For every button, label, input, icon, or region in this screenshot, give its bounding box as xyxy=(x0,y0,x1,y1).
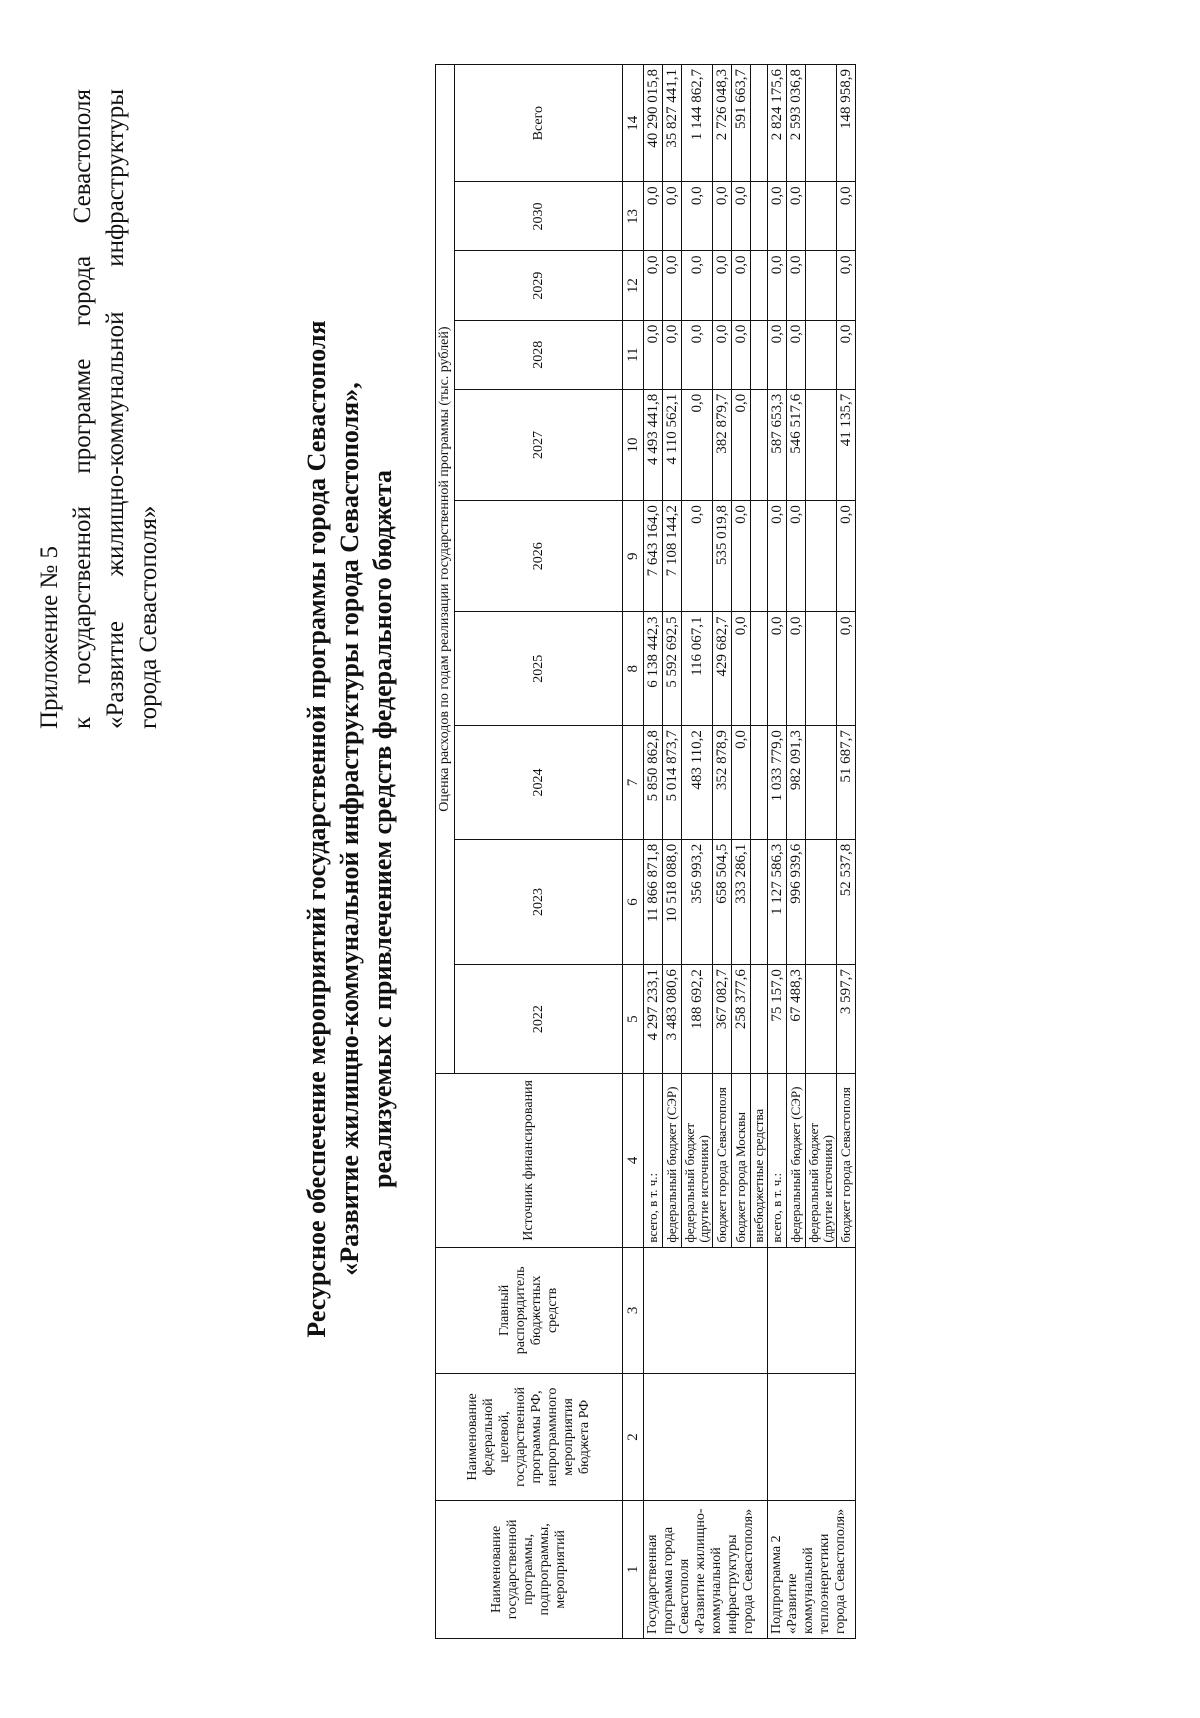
year-value-cell xyxy=(806,389,837,500)
year-value-cell: 116 067,1 xyxy=(682,612,713,726)
year-value-cell: 3 483 080,6 xyxy=(663,965,682,1074)
year-value-cell: 982 091,3 xyxy=(787,726,806,840)
column-number: 5 xyxy=(623,965,644,1074)
year-value-cell: 0,0 xyxy=(732,726,751,840)
total-value-cell: 148 958,9 xyxy=(837,65,856,182)
header-budget-manager: Главный распорядитель бюджетных средств xyxy=(436,1247,623,1374)
year-value-cell xyxy=(751,320,768,389)
year-value-cell: 51 687,7 xyxy=(837,726,856,840)
document-title xyxy=(300,99,399,1559)
year-value-cell xyxy=(751,965,768,1074)
year-value-cell xyxy=(806,965,837,1074)
year-value-cell xyxy=(751,182,768,251)
year-value-cell: 0,0 xyxy=(682,182,713,251)
year-value-cell: 0,0 xyxy=(663,182,682,251)
year-value-cell: 6 138 442,3 xyxy=(644,612,663,726)
year-value-cell xyxy=(751,839,768,964)
column-number: 4 xyxy=(623,1074,644,1247)
year-value-cell: 483 110,2 xyxy=(682,726,713,840)
total-value-cell: 40 290 015,8 xyxy=(644,65,663,182)
year-value-cell xyxy=(751,612,768,726)
header-funding-source: Источник финансирования xyxy=(436,1074,623,1247)
total-value-cell xyxy=(806,65,837,182)
funding-source-cell: федеральный бюджет (СЭР) xyxy=(787,1074,806,1247)
total-value-cell: 2 726 048,3 xyxy=(713,65,732,182)
column-number: 9 xyxy=(623,501,644,612)
year-value-cell: 587 653,3 xyxy=(768,389,787,500)
year-value-cell xyxy=(806,182,837,251)
budget-manager-cell xyxy=(644,1247,768,1374)
year-value-cell xyxy=(806,320,837,389)
year-value-cell: 0,0 xyxy=(787,251,806,320)
year-value-cell xyxy=(806,612,837,726)
year-value-cell: 0,0 xyxy=(663,251,682,320)
year-value-cell: 0,0 xyxy=(713,182,732,251)
year-value-cell xyxy=(751,389,768,500)
year-value-cell: 0,0 xyxy=(732,389,751,500)
year-value-cell: 0,0 xyxy=(768,501,787,612)
year-value-cell: 1 127 586,3 xyxy=(768,839,787,964)
year-value-cell: 0,0 xyxy=(768,182,787,251)
column-number: 6 xyxy=(623,839,644,964)
year-value-cell: 0,0 xyxy=(768,612,787,726)
header-year: 2022 xyxy=(455,965,623,1074)
year-value-cell: 7 643 164,0 xyxy=(644,501,663,612)
program-name-cell: Государственная программа города Севастополя «Развитие жилищно-коммунальной инфраструктуры города Севастополя» xyxy=(644,1500,768,1638)
federal-program-cell xyxy=(768,1374,856,1501)
year-value-cell: 996 939,6 xyxy=(787,839,806,964)
header-program-name: Наименование государственной программы, подпрограммы, мероприятий xyxy=(436,1500,623,1638)
year-value-cell: 333 286,1 xyxy=(732,839,751,964)
year-value-cell: 5 014 873,7 xyxy=(663,726,682,840)
year-value-cell: 5 850 862,8 xyxy=(644,726,663,840)
header-year: 2026 xyxy=(455,501,623,612)
header-expense-estimate: Оценка расходов по годам реализации государственной программы (тыс. рублей) xyxy=(436,65,455,1074)
year-value-cell xyxy=(806,726,837,840)
funding-source-cell: федеральный бюджет (другие источники) xyxy=(806,1074,837,1247)
year-value-cell xyxy=(806,251,837,320)
year-value-cell: 0,0 xyxy=(644,320,663,389)
appendix-line: к государственной программе города Севастополя xyxy=(69,89,96,729)
column-number: 2 xyxy=(623,1374,644,1501)
year-value-cell: 0,0 xyxy=(732,182,751,251)
year-value-cell: 356 993,2 xyxy=(682,839,713,964)
table-row xyxy=(768,65,787,1639)
header-year: 2025 xyxy=(455,612,623,726)
total-value-cell: 591 663,7 xyxy=(732,65,751,182)
year-value-cell: 75 157,0 xyxy=(768,965,787,1074)
appendix-header xyxy=(33,89,165,729)
column-number: 14 xyxy=(623,65,644,182)
year-value-cell: 0,0 xyxy=(713,251,732,320)
total-value-cell: 35 827 441,1 xyxy=(663,65,682,182)
year-value-cell: 0,0 xyxy=(768,251,787,320)
header-total: Всего xyxy=(455,65,623,182)
year-value-cell: 67 488,3 xyxy=(787,965,806,1074)
title-line: «Развитие жилищно-коммунальной инфраструктуры города Севастополя», xyxy=(335,382,364,1276)
appendix-line: города Севастополя» xyxy=(135,505,162,729)
funding-source-cell: всего, в т. ч.: xyxy=(644,1074,663,1247)
year-value-cell: 658 504,5 xyxy=(713,839,732,964)
year-value-cell: 0,0 xyxy=(644,182,663,251)
funding-source-cell: бюджет города Москвы xyxy=(732,1074,751,1247)
year-value-cell: 429 682,7 xyxy=(713,612,732,726)
appendix-line: «Развитие жилищно-коммунальной инфраструктуры xyxy=(102,89,129,729)
year-value-cell: 10 518 088,0 xyxy=(663,839,682,964)
year-value-cell xyxy=(751,251,768,320)
year-value-cell: 0,0 xyxy=(787,612,806,726)
year-value-cell: 0,0 xyxy=(732,320,751,389)
year-value-cell: 0,0 xyxy=(732,501,751,612)
column-number: 10 xyxy=(623,389,644,500)
year-value-cell: 0,0 xyxy=(837,612,856,726)
year-value-cell: 0,0 xyxy=(732,251,751,320)
year-value-cell: 3 597,7 xyxy=(837,965,856,1074)
year-value-cell: 258 377,6 xyxy=(732,965,751,1074)
year-value-cell: 0,0 xyxy=(837,320,856,389)
federal-program-cell xyxy=(644,1374,768,1501)
header-year: 2024 xyxy=(455,726,623,840)
total-value-cell: 1 144 862,7 xyxy=(682,65,713,182)
column-number: 11 xyxy=(623,320,644,389)
header-year: 2030 xyxy=(455,182,623,251)
total-value-cell xyxy=(751,65,768,182)
year-value-cell: 41 135,7 xyxy=(837,389,856,500)
header-year: 2028 xyxy=(455,320,623,389)
year-value-cell: 0,0 xyxy=(644,251,663,320)
year-value-cell: 546 517,6 xyxy=(787,389,806,500)
year-value-cell: 0,0 xyxy=(837,251,856,320)
year-value-cell: 1 033 779,0 xyxy=(768,726,787,840)
year-value-cell: 0,0 xyxy=(713,320,732,389)
funding-source-cell: всего, в т. ч.: xyxy=(768,1074,787,1247)
column-number: 3 xyxy=(623,1247,644,1374)
appendix-number: Приложение № 5 xyxy=(36,545,63,729)
funding-source-cell: федеральный бюджет (СЭР) xyxy=(663,1074,682,1247)
year-value-cell: 188 692,2 xyxy=(682,965,713,1074)
table-row xyxy=(644,65,663,1639)
year-value-cell: 11 866 871,8 xyxy=(644,839,663,964)
year-value-cell: 4 110 562,1 xyxy=(663,389,682,500)
year-value-cell: 0,0 xyxy=(837,501,856,612)
header-year: 2029 xyxy=(455,251,623,320)
year-value-cell: 0,0 xyxy=(732,612,751,726)
year-value-cell: 7 108 144,2 xyxy=(663,501,682,612)
year-value-cell xyxy=(751,501,768,612)
year-value-cell: 52 537,8 xyxy=(837,839,856,964)
funding-source-cell: внебюджетные средства xyxy=(751,1074,768,1247)
year-value-cell: 382 879,7 xyxy=(713,389,732,500)
header-year: 2023 xyxy=(455,839,623,964)
column-number: 13 xyxy=(623,182,644,251)
title-line: Ресурсное обеспечение мероприятий государственной программы города Севастополя xyxy=(302,320,331,1338)
year-value-cell: 0,0 xyxy=(768,320,787,389)
year-value-cell: 535 019,8 xyxy=(713,501,732,612)
year-value-cell: 0,0 xyxy=(682,320,713,389)
year-value-cell xyxy=(751,726,768,840)
year-value-cell xyxy=(806,839,837,964)
year-value-cell: 4 493 441,8 xyxy=(644,389,663,500)
year-value-cell: 0,0 xyxy=(787,182,806,251)
header-federal-program: Наименование федеральной целевой, государственной программы РФ, непрограммного мероприятия бюджета РФ xyxy=(436,1374,623,1501)
funding-source-cell: бюджет города Севастополя xyxy=(713,1074,732,1247)
total-value-cell: 2 824 175,6 xyxy=(768,65,787,182)
program-name-cell: Подпрограмма 2 «Развитие коммунальной теплоэнергетики города Севастополя» xyxy=(768,1500,856,1638)
title-line: реализуемых с привлечением средств федерального бюджета xyxy=(368,470,397,1188)
year-value-cell: 0,0 xyxy=(787,320,806,389)
document-page xyxy=(15,9,1185,1709)
funding-source-cell: федеральный бюджет (другие источники) xyxy=(682,1074,713,1247)
resource-table xyxy=(435,64,856,1639)
year-value-cell: 0,0 xyxy=(682,501,713,612)
year-value-cell: 5 592 692,5 xyxy=(663,612,682,726)
header-year: 2027 xyxy=(455,389,623,500)
year-value-cell: 0,0 xyxy=(663,320,682,389)
column-number: 12 xyxy=(623,251,644,320)
column-number-row xyxy=(623,65,644,1639)
year-value-cell: 352 878,9 xyxy=(713,726,732,840)
column-number: 7 xyxy=(623,726,644,840)
year-value-cell: 0,0 xyxy=(682,389,713,500)
budget-manager-cell xyxy=(768,1247,856,1374)
funding-source-cell: бюджет города Севастополя xyxy=(837,1074,856,1247)
total-value-cell: 2 593 036,8 xyxy=(787,65,806,182)
year-value-cell: 0,0 xyxy=(787,501,806,612)
year-value-cell: 0,0 xyxy=(682,251,713,320)
column-number: 1 xyxy=(623,1500,644,1638)
year-value-cell xyxy=(806,501,837,612)
column-number: 8 xyxy=(623,612,644,726)
year-value-cell: 4 297 233,1 xyxy=(644,965,663,1074)
year-value-cell: 0,0 xyxy=(837,182,856,251)
year-value-cell: 367 082,7 xyxy=(713,965,732,1074)
